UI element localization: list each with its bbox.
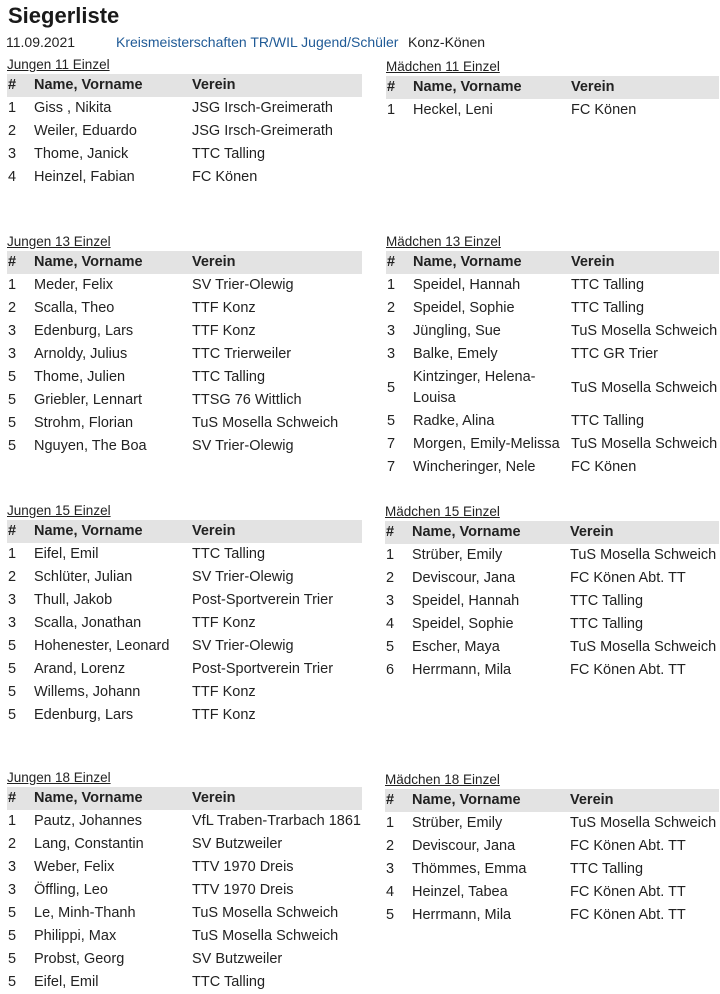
- table-row: [7, 320, 362, 343]
- col-header-club: Verein: [192, 523, 236, 539]
- name-cell: Balke, Emely: [413, 346, 498, 362]
- rank-cell: 2: [387, 300, 396, 316]
- col-header-rank: #: [387, 254, 396, 270]
- club-cell: TTV 1970 Dreis: [192, 859, 294, 875]
- table-row: [385, 812, 719, 835]
- club-cell: JSG Irsch-Greimerath: [192, 123, 333, 139]
- club-cell: TTC Talling: [192, 146, 266, 162]
- rank-cell: 1: [387, 277, 396, 293]
- rank-cell: 6: [386, 662, 395, 678]
- name-cell: Heinzel, Fabian: [34, 169, 135, 185]
- col-header-club: Verein: [570, 524, 614, 540]
- table-row: [386, 99, 719, 122]
- rank-cell: 5: [387, 380, 396, 396]
- name-cell: Schlüter, Julian: [34, 569, 133, 585]
- name-cell: Eifel, Emil: [34, 974, 99, 990]
- table-row: [7, 658, 362, 681]
- result-table-maedchen-15: [385, 503, 719, 682]
- table-row: [7, 143, 362, 166]
- rank-cell: 5: [387, 413, 396, 429]
- name-cell: Thömmes, Emma: [412, 861, 527, 877]
- club-cell: SV Trier-Olewig: [192, 569, 294, 585]
- event-location: Konz-Könen: [408, 34, 486, 50]
- col-header-name: Name, Vorname: [412, 524, 521, 540]
- name-cell: Öffling, Leo: [34, 882, 108, 898]
- club-cell: TTC Talling: [570, 593, 644, 609]
- name-cell: Griebler, Lennart: [34, 392, 143, 408]
- name-cell: Thome, Julien: [34, 369, 126, 385]
- table-row: [386, 366, 719, 410]
- col-header-name: Name, Vorname: [412, 792, 521, 808]
- name-cell: Probst, Georg: [34, 951, 125, 967]
- name-cell: Jüngling, Sue: [413, 323, 501, 339]
- col-header-name: Name, Vorname: [34, 77, 143, 93]
- name-cell: Pautz, Johannes: [34, 813, 143, 829]
- club-cell: SV Butzweiler: [192, 836, 283, 852]
- rank-cell: 3: [8, 859, 17, 875]
- table-header-row: [7, 520, 362, 543]
- name-cell: Le, Minh-Thanh: [34, 905, 136, 921]
- rank-cell: 3: [8, 346, 17, 362]
- club-cell: TuS Mosella Schweich: [192, 905, 339, 921]
- table-row: [7, 681, 362, 704]
- table-row: [385, 613, 719, 636]
- club-cell: TuS Mosella Schweich: [570, 639, 717, 655]
- table-row: [7, 343, 362, 366]
- club-cell: FC Könen Abt. TT: [570, 570, 686, 586]
- col-header-name: Name, Vorname: [413, 79, 522, 95]
- rank-cell: 5: [386, 907, 395, 923]
- table-row: [385, 835, 719, 858]
- name-cell: Weber, Felix: [34, 859, 115, 875]
- name-cell: Lang, Constantin: [34, 836, 144, 852]
- name-cell: Arand, Lorenz: [34, 661, 126, 677]
- result-table-jungen-13: [7, 233, 362, 458]
- club-cell: TTF Konz: [192, 323, 256, 339]
- rank-cell: 5: [8, 661, 17, 677]
- table-row: [386, 343, 719, 366]
- club-cell: FC Könen: [571, 459, 637, 475]
- table-row: [7, 120, 362, 143]
- table-row: [7, 435, 362, 458]
- club-cell: Post-Sportverein Trier: [192, 661, 334, 677]
- club-cell: TTSG 76 Wittlich: [192, 392, 302, 408]
- col-header-name: Name, Vorname: [34, 523, 143, 539]
- event-link[interactable]: Kreismeisterschaften TR/WIL Jugend/Schüler: [116, 34, 399, 50]
- rank-cell: 5: [8, 951, 17, 967]
- page-title: Siegerliste: [8, 3, 120, 28]
- table-row: [7, 902, 362, 925]
- name-cell: Strüber, Emily: [412, 547, 503, 563]
- table-caption: Jungen 13 Einzel: [7, 234, 111, 249]
- name-cell: Edenburg, Lars: [34, 323, 134, 339]
- col-header-rank: #: [386, 524, 395, 540]
- club-cell: SV Trier-Olewig: [192, 638, 294, 654]
- rank-cell: 5: [8, 415, 17, 431]
- rank-cell: 5: [8, 638, 17, 654]
- club-cell: FC Könen Abt. TT: [570, 662, 686, 678]
- rank-cell: 7: [387, 436, 396, 452]
- rank-cell: 1: [8, 100, 17, 116]
- table-row: [7, 543, 362, 566]
- club-cell: TTC Talling: [192, 369, 266, 385]
- name-cell: Edenburg, Lars: [34, 707, 134, 723]
- club-cell: FC Könen Abt. TT: [570, 907, 686, 923]
- table-row: [385, 567, 719, 590]
- table-row: [385, 544, 719, 567]
- club-cell: SV Butzweiler: [192, 951, 283, 967]
- rank-cell: 2: [386, 570, 395, 586]
- rank-cell: 1: [386, 547, 395, 563]
- rank-cell: 5: [8, 707, 17, 723]
- name-cell: Speidel, Sophie: [413, 300, 515, 316]
- name-cell: Escher, Maya: [412, 639, 500, 655]
- rank-cell: 5: [386, 639, 395, 655]
- table-row: [386, 410, 719, 433]
- club-cell: TuS Mosella Schweich: [192, 928, 339, 944]
- result-table-maedchen-13: [386, 233, 719, 479]
- table-header-row: [7, 251, 362, 274]
- table-row: [7, 297, 362, 320]
- name-cell: Eifel, Emil: [34, 546, 99, 562]
- table-row: [7, 166, 362, 189]
- col-header-rank: #: [8, 523, 17, 539]
- club-cell: FC Könen Abt. TT: [570, 884, 686, 900]
- table-header-row: [7, 74, 362, 97]
- name-cell: Heinzel, Tabea: [412, 884, 508, 900]
- name-cell: Radke, Alina: [413, 413, 495, 429]
- table-row: [7, 97, 362, 120]
- rank-cell: 3: [387, 346, 396, 362]
- table-caption: Mädchen 15 Einzel: [385, 504, 500, 519]
- table-row: [7, 856, 362, 879]
- name-cell: Speidel, Sophie: [412, 616, 514, 632]
- table-row: [7, 366, 362, 389]
- rank-cell: 7: [387, 459, 396, 475]
- name-cell: Herrmann, Mila: [412, 907, 512, 923]
- rank-cell: 5: [8, 369, 17, 385]
- name-cell: Speidel, Hannah: [413, 277, 521, 293]
- rank-cell: 1: [387, 102, 396, 118]
- result-table-maedchen-11: [386, 58, 719, 122]
- club-cell: FC Könen Abt. TT: [570, 838, 686, 854]
- name-cell: Heckel, Leni: [413, 102, 493, 118]
- table-row: [385, 659, 719, 682]
- name-cell: Thull, Jakob: [34, 592, 113, 608]
- rank-cell: 1: [8, 813, 17, 829]
- table-row: [385, 590, 719, 613]
- table-row: [7, 879, 362, 902]
- club-cell: TTC Talling: [570, 861, 644, 877]
- rank-cell: 1: [8, 546, 17, 562]
- rank-cell: 2: [8, 569, 17, 585]
- result-table-maedchen-18: [385, 771, 719, 927]
- club-cell: TTC Trierweiler: [192, 346, 292, 362]
- name-cell: Philippi, Max: [34, 928, 117, 944]
- name-cell: Thome, Janick: [34, 146, 129, 162]
- event-date: 11.09.2021: [6, 34, 76, 50]
- table-row: [7, 948, 362, 971]
- club-cell: SV Trier-Olewig: [192, 277, 294, 293]
- name-cell: Deviscour, Jana: [412, 838, 516, 854]
- result-table-jungen-15: [7, 502, 362, 727]
- club-cell: TTC Talling: [571, 277, 645, 293]
- table-row: [7, 389, 362, 412]
- club-cell: TTF Konz: [192, 300, 256, 316]
- table-row: [7, 971, 362, 994]
- table-caption: Jungen 18 Einzel: [7, 770, 111, 785]
- col-header-club: Verein: [571, 254, 615, 270]
- club-cell: VfL Traben-Trarbach 1861: [192, 813, 361, 829]
- rank-cell: 2: [386, 838, 395, 854]
- name-cell: Scalla, Jonathan: [34, 615, 142, 631]
- club-cell: TuS Mosella Schweich: [570, 547, 717, 563]
- club-cell: TTC Talling: [192, 974, 266, 990]
- rank-cell: 1: [8, 277, 17, 293]
- name-cell: Nguyen, The Boa: [34, 438, 147, 454]
- club-cell: TTV 1970 Dreis: [192, 882, 294, 898]
- table-row: [386, 433, 719, 456]
- rank-cell: 5: [8, 928, 17, 944]
- club-cell: TTC Talling: [570, 616, 644, 632]
- name-cell: Hohenester, Leonard: [34, 638, 170, 654]
- name-cell: Scalla, Theo: [34, 300, 115, 316]
- table-row: [385, 858, 719, 881]
- table-row: [7, 612, 362, 635]
- club-cell: TuS Mosella Schweich: [570, 815, 717, 831]
- table-header-row: [386, 76, 719, 99]
- table-row: [386, 297, 719, 320]
- table-row: [7, 566, 362, 589]
- table-header-row: [7, 787, 362, 810]
- rank-cell: 4: [386, 616, 395, 632]
- rank-cell: 3: [8, 882, 17, 898]
- table-caption: Jungen 11 Einzel: [7, 57, 110, 72]
- name-cell: Morgen, Emily-Melissa: [413, 436, 560, 452]
- club-cell: FC Könen: [192, 169, 258, 185]
- col-header-rank: #: [8, 790, 17, 806]
- table-row: [7, 274, 362, 297]
- table-row: [385, 904, 719, 927]
- name-cell: Strohm, Florian: [34, 415, 134, 431]
- club-cell: TuS Mosella Schweich: [571, 436, 718, 452]
- col-header-name: Name, Vorname: [34, 254, 143, 270]
- rank-cell: 5: [8, 905, 17, 921]
- club-cell: TuS Mosella Schweich: [571, 380, 718, 396]
- rank-cell: 5: [8, 974, 17, 990]
- name-cell: Weiler, Eduardo: [34, 123, 137, 139]
- club-cell: FC Könen: [571, 102, 637, 118]
- name-cell: Wincheringer, Nele: [413, 459, 536, 475]
- club-cell: Post-Sportverein Trier: [192, 592, 334, 608]
- table-row: [386, 320, 719, 343]
- table-row: [385, 636, 719, 659]
- table-row: [386, 456, 719, 479]
- table-row: [385, 881, 719, 904]
- col-header-rank: #: [386, 792, 395, 808]
- name-cell: Speidel, Hannah: [412, 593, 520, 609]
- club-cell: TTC Talling: [571, 300, 645, 316]
- rank-cell: 5: [8, 438, 17, 454]
- table-row: [7, 635, 362, 658]
- rank-cell: 3: [8, 592, 17, 608]
- table-caption: Mädchen 11 Einzel: [386, 59, 500, 74]
- col-header-club: Verein: [571, 79, 615, 95]
- rank-cell: 5: [8, 684, 17, 700]
- table-caption: Mädchen 13 Einzel: [386, 234, 501, 249]
- table-caption: Mädchen 18 Einzel: [385, 772, 500, 787]
- club-cell: JSG Irsch-Greimerath: [192, 100, 333, 116]
- table-row: [386, 274, 719, 297]
- club-cell: TuS Mosella Schweich: [571, 323, 718, 339]
- result-table-jungen-18: [7, 769, 362, 994]
- rank-cell: 1: [386, 815, 395, 831]
- rank-cell: 3: [8, 323, 17, 339]
- rank-cell: 5: [8, 392, 17, 408]
- club-cell: TuS Mosella Schweich: [192, 415, 339, 431]
- table-header-row: [386, 251, 719, 274]
- col-header-rank: #: [8, 77, 17, 93]
- rank-cell: 4: [8, 169, 17, 185]
- table-row: [7, 589, 362, 612]
- col-header-name: Name, Vorname: [34, 790, 143, 806]
- rank-cell: 3: [387, 323, 396, 339]
- club-cell: TTF Konz: [192, 615, 256, 631]
- table-row: [7, 412, 362, 435]
- club-cell: TTC GR Trier: [571, 346, 658, 362]
- rank-cell: 2: [8, 836, 17, 852]
- col-header-rank: #: [387, 79, 396, 95]
- name-cell: Kintzinger, Helena-Louisa: [413, 369, 536, 406]
- col-header-rank: #: [8, 254, 17, 270]
- rank-cell: 3: [8, 615, 17, 631]
- name-cell: Meder, Felix: [34, 277, 113, 293]
- club-cell: TTF Konz: [192, 684, 256, 700]
- rank-cell: 4: [386, 884, 395, 900]
- col-header-club: Verein: [570, 792, 614, 808]
- table-row: [7, 810, 362, 833]
- table-row: [7, 704, 362, 727]
- club-cell: TTC Talling: [192, 546, 266, 562]
- rank-cell: 2: [8, 300, 17, 316]
- rank-cell: 3: [386, 593, 395, 609]
- table-header-row: [385, 789, 719, 812]
- table-caption: Jungen 15 Einzel: [7, 503, 111, 518]
- rank-cell: 3: [386, 861, 395, 877]
- name-cell: Giss , Nikita: [34, 100, 112, 116]
- club-cell: TTF Konz: [192, 707, 256, 723]
- col-header-name: Name, Vorname: [413, 254, 522, 270]
- col-header-club: Verein: [192, 790, 236, 806]
- col-header-club: Verein: [192, 254, 236, 270]
- rank-cell: 2: [8, 123, 17, 139]
- table-header-row: [385, 521, 719, 544]
- club-cell: TTC Talling: [571, 413, 645, 429]
- name-cell: Arnoldy, Julius: [34, 346, 128, 362]
- name-cell: Deviscour, Jana: [412, 570, 516, 586]
- result-table-jungen-11: [7, 56, 362, 189]
- name-cell: Willems, Johann: [34, 684, 141, 700]
- name-cell: Strüber, Emily: [412, 815, 503, 831]
- club-cell: SV Trier-Olewig: [192, 438, 294, 454]
- table-row: [7, 833, 362, 856]
- rank-cell: 3: [8, 146, 17, 162]
- table-row: [7, 925, 362, 948]
- name-cell: Herrmann, Mila: [412, 662, 512, 678]
- col-header-club: Verein: [192, 77, 236, 93]
